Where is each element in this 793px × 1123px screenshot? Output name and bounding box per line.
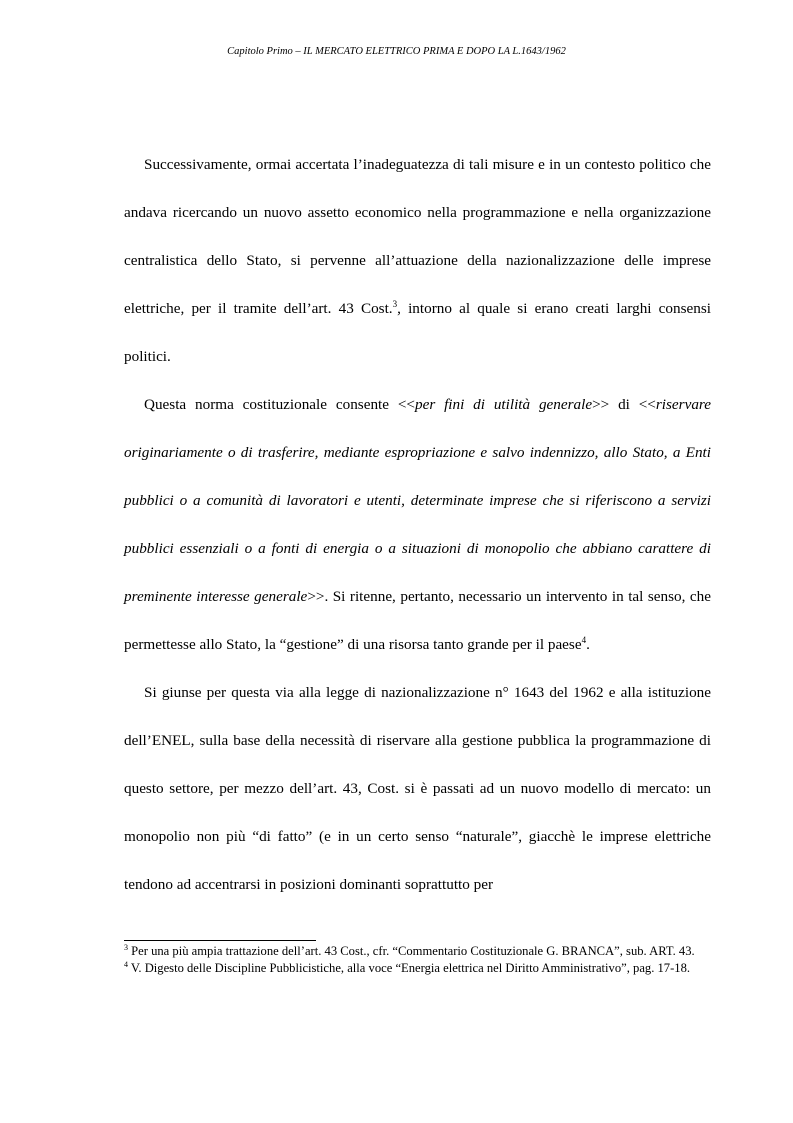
paragraph-2-tail: .	[586, 636, 590, 653]
footnote-3-text: Per una più ampia trattazione dell’art. 43 Cost., cfr. “Commentario Costituzionale G. BRANCA”, sub. ART. 43.	[128, 944, 695, 958]
footnote-4-text: V. Digesto delle Discipline Pubblicistiche, alla voce “Energia elettrica nel Diritto Amministrativo”, pag. 17-18.	[128, 961, 691, 975]
paragraph-1-tail: , intorno al quale si erano creati larghi consensi politici.	[124, 300, 711, 365]
footnote-4	[124, 961, 711, 975]
paragraph-1-text: Successivamente, ormai accertata l’inadeguatezza di tali misure e in un contesto politico che andava ricercando un nuovo assetto economico nella programmazione e nella organizzazione centralistica dello Stato, si pervenne all’attuazione della nazionalizzazione delle imprese elettriche, per il tramite dell’art. 43 Cost.	[124, 156, 711, 317]
paragraph-2-lead: Questa norma costituzionale consente <<	[144, 396, 415, 413]
paragraph-2-mid: >> di <<	[592, 396, 656, 413]
footnote-3-number: 3	[124, 943, 128, 952]
paragraph-1	[124, 141, 711, 381]
running-header: Capitolo Primo – IL MERCATO ELETTRICO PRIMA E DOPO LA L.1643/1962	[227, 46, 566, 57]
footnote-separator	[124, 940, 316, 941]
quote-fini-utilita: per fini di utilità generale	[414, 396, 593, 413]
paragraph-2-text: >>. Si ritenne, pertanto, necessario un intervento in tal senso, che permettesse allo Stato, la “gestione” di una risorsa tanto grande per il paese	[124, 588, 711, 653]
paragraph-2	[124, 381, 711, 669]
footnote-4-number: 4	[124, 960, 128, 969]
footnote-3	[124, 944, 711, 958]
footnotes	[124, 944, 711, 978]
paragraph-3	[124, 669, 711, 909]
body-text	[124, 141, 711, 909]
paragraph-3-text: Si giunse per questa via alla legge di nazionalizzazione n° 1643 del 1962 e alla istituzione dell’ENEL, sulla base della necessità di riservare alla gestione pubblica la programmazione di questo settore, per mezzo dell’art. 43, Cost. si è passati ad un nuovo modello di mercato: un monopolio non più “di fatto” (e in un certo senso “naturale”, giacchè le imprese elettriche tendono ad accentrarsi in posizioni dominanti soprattutto per	[124, 684, 711, 893]
quote-art-43: riservare originariamente o di trasferire, mediante espropriazione e salvo indennizzo, allo Stato, a Enti pubblici o a comunità di lavoratori e utenti, determinate imprese che si riferiscono a servizi pubblici essenziali o a fonti di energia o a situazioni di monopolio che abbiano carattere di preminente interesse generale	[124, 396, 712, 605]
footnote-ref-3: 3	[392, 299, 398, 309]
footnote-ref-4: 4	[581, 635, 587, 645]
